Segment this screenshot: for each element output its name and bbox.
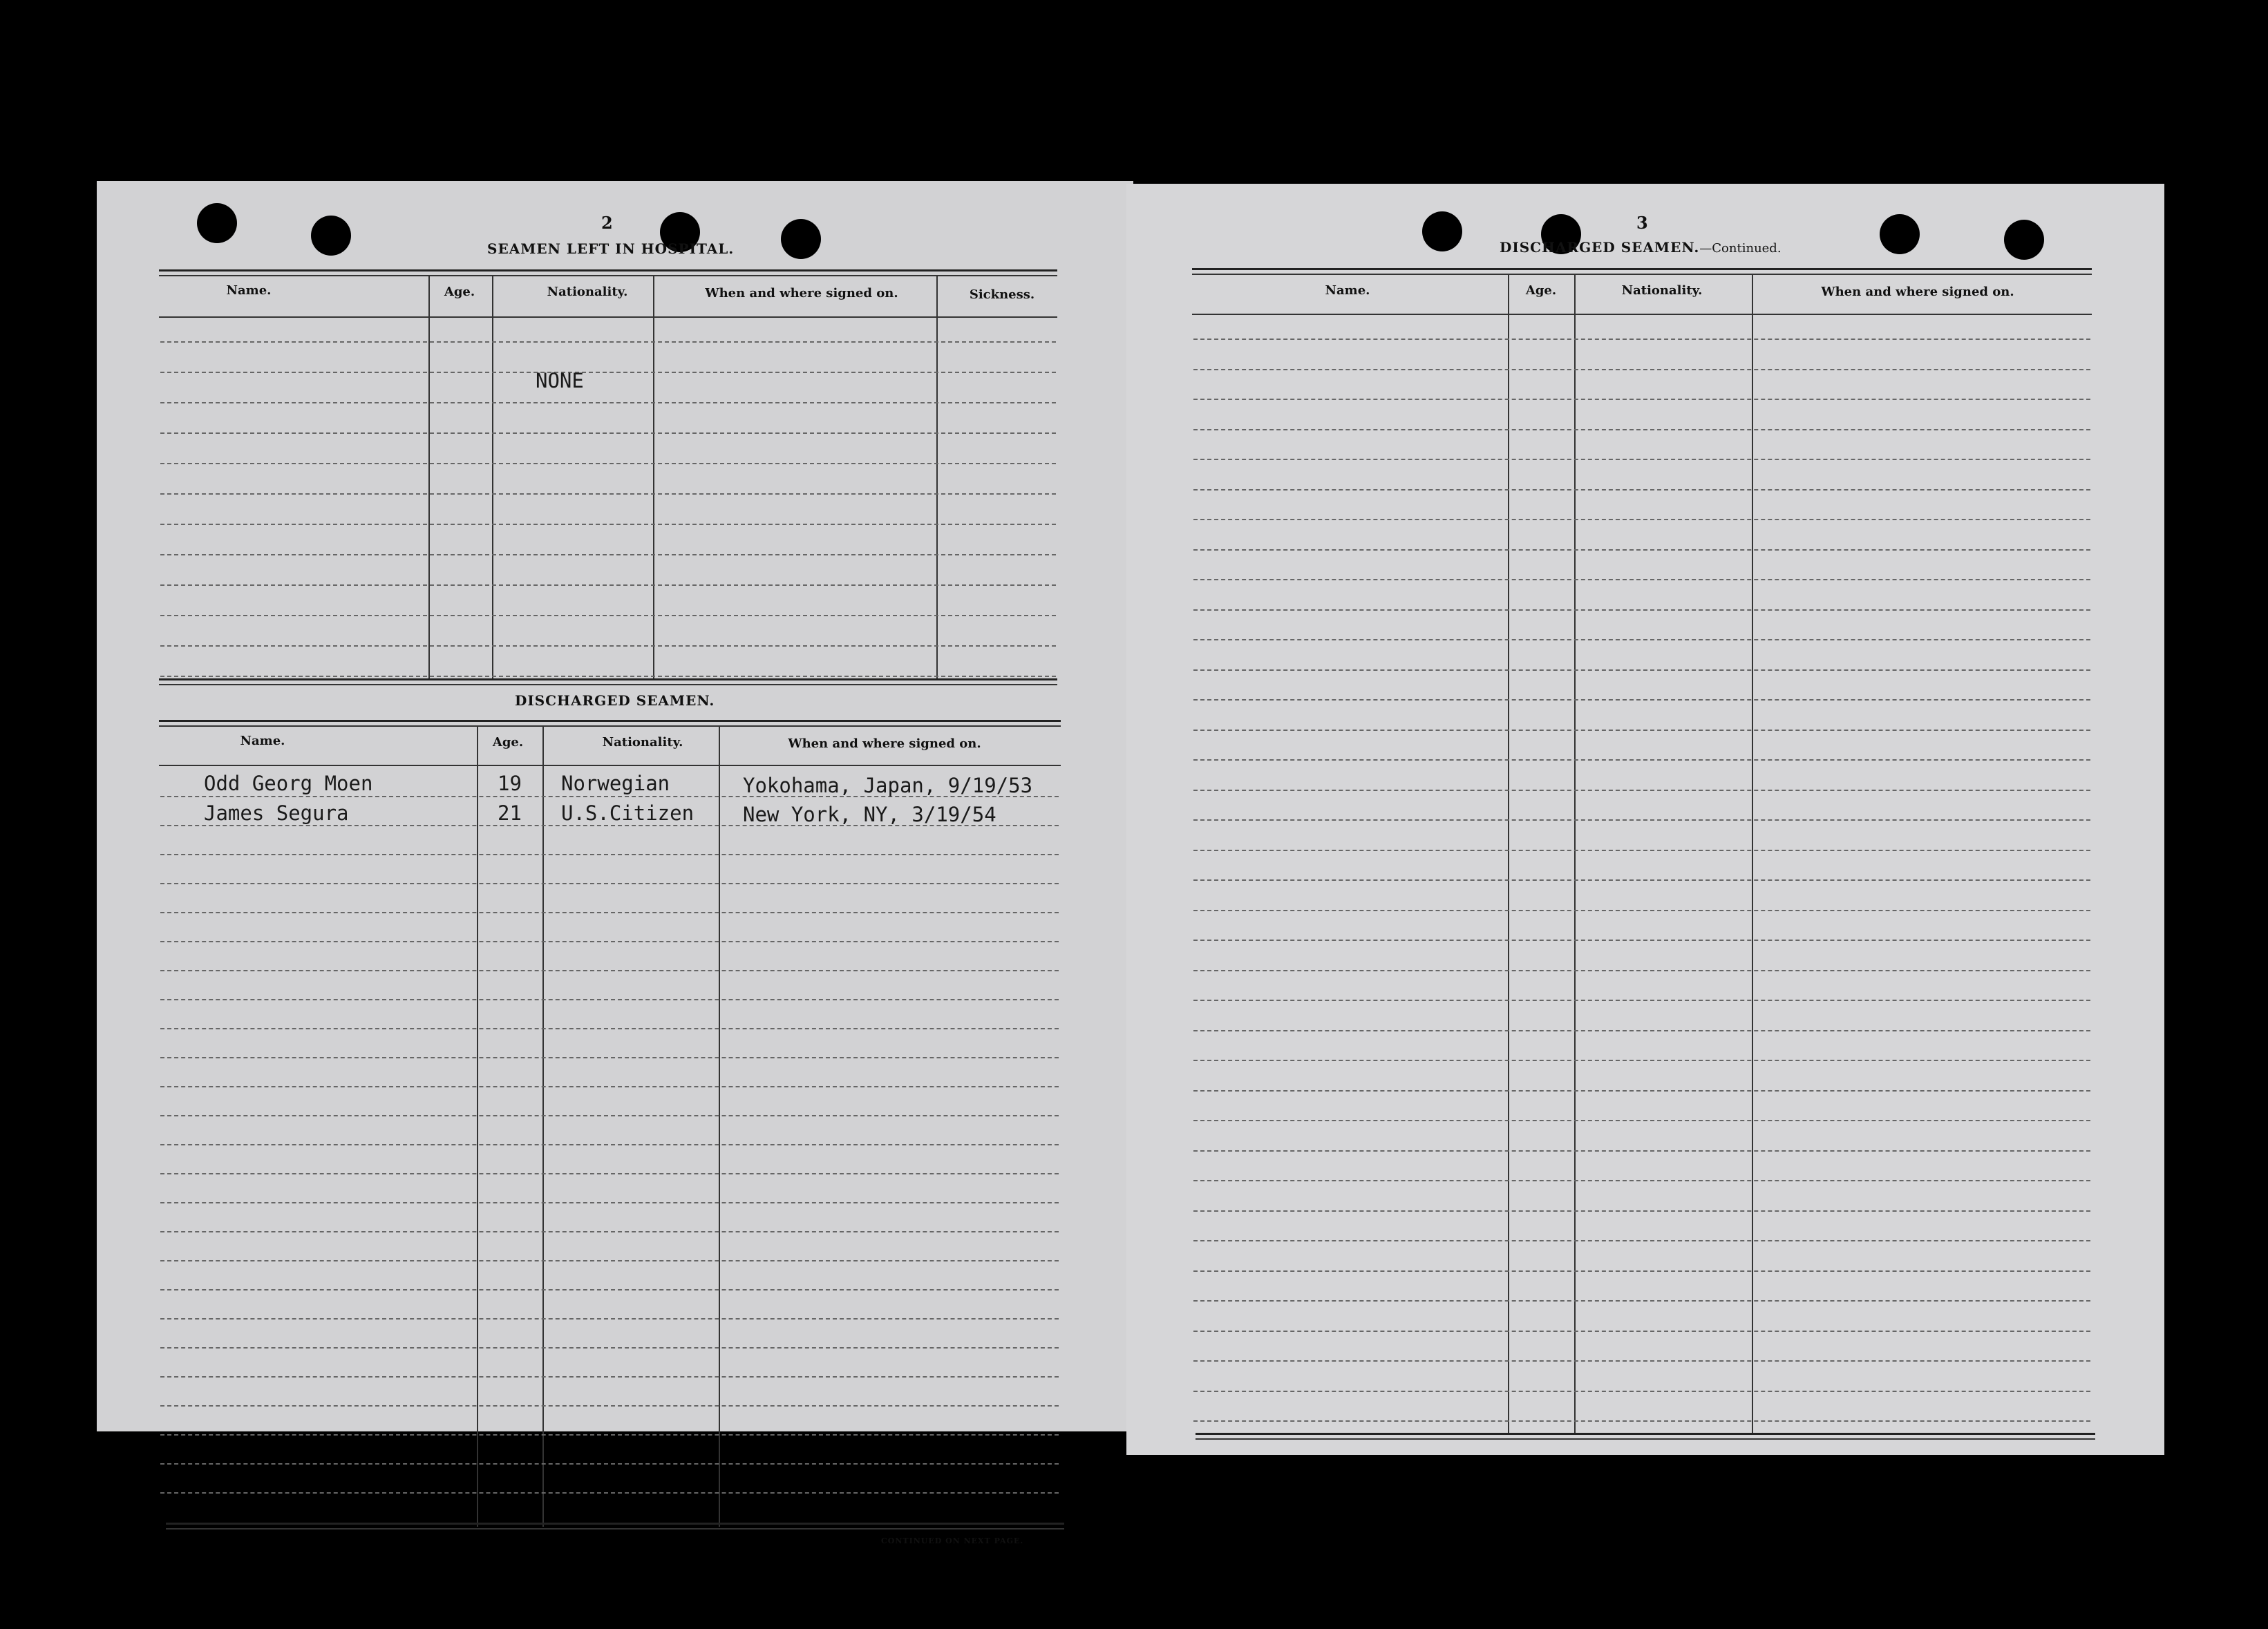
seaman-name: Odd Georg Moen [204, 772, 373, 795]
col-signed-on: When and where signed on. [788, 736, 981, 751]
ruled-line [160, 493, 1056, 495]
ruled-line [1193, 1030, 2090, 1031]
ruled-line [160, 584, 1056, 586]
ruled-line [1193, 1331, 2090, 1332]
seaman-nationality: Norwegian [561, 772, 670, 795]
ruled-line [1193, 940, 2090, 941]
col-age: Age. [444, 285, 475, 299]
ruled-line [160, 1405, 1059, 1407]
ruled-line [1193, 850, 2090, 851]
seaman-signed-on: New York, NY, 3/19/54 [743, 803, 996, 826]
ruled-line [160, 1144, 1059, 1145]
ruled-line [1193, 879, 2090, 881]
ruled-line [160, 1289, 1059, 1290]
ruled-line [160, 524, 1056, 525]
col-name: Name. [226, 283, 272, 298]
ruled-line [1193, 669, 2090, 671]
right-page [1126, 184, 2164, 1455]
ruled-line [1193, 790, 2090, 791]
ruled-line [1193, 699, 2090, 701]
punch-hole [781, 219, 821, 259]
ruled-line [160, 1260, 1059, 1261]
col-name: Name. [240, 734, 285, 748]
ruled-line [160, 1347, 1059, 1349]
ruled-line [1193, 1270, 2090, 1272]
ruled-line [1193, 1300, 2090, 1302]
punch-hole [197, 203, 237, 243]
ruled-line [160, 1376, 1059, 1378]
ruled-line [160, 854, 1059, 855]
ruled-line [1193, 519, 2090, 520]
discharged-heading: DISCHARGED SEAMEN. [515, 692, 715, 709]
hospital-heading: SEAMEN LEFT IN HOSPITAL. [487, 240, 735, 257]
ruled-line [1193, 369, 2090, 370]
ruled-line [1193, 459, 2090, 460]
ruled-line [1193, 819, 2090, 821]
seaman-signed-on: Yokohama, Japan, 9/19/53 [743, 774, 1033, 797]
seaman-age: 21 [498, 801, 522, 825]
ruled-line [1193, 339, 2090, 340]
ruled-line [1193, 759, 2090, 761]
ruled-line [160, 432, 1056, 434]
ruled-line [160, 1028, 1059, 1029]
ruled-line [160, 912, 1059, 913]
col-signed-on: When and where signed on. [1821, 285, 2014, 299]
ruled-line [160, 1463, 1059, 1465]
ruled-line [160, 676, 1056, 677]
ruled-line [160, 1057, 1059, 1058]
ruled-line [160, 1492, 1059, 1494]
ruled-line [1193, 730, 2090, 731]
ruled-line [160, 341, 1056, 343]
seaman-nationality: U.S.Citizen [561, 801, 694, 825]
hospital-entry: NONE [536, 369, 584, 392]
ruled-line [1193, 970, 2090, 971]
page-number: 2 [601, 213, 613, 233]
col-age: Age. [492, 735, 524, 750]
left-page [97, 181, 1133, 1545]
ruled-line [1193, 489, 2090, 490]
page-number: 3 [1636, 213, 1648, 233]
ruled-line [160, 1173, 1059, 1174]
ruled-line [1193, 1210, 2090, 1212]
ruled-line [160, 1231, 1059, 1232]
ruled-line [1193, 1360, 2090, 1362]
ruled-line [160, 615, 1056, 616]
col-age: Age. [1525, 283, 1557, 298]
ruled-line [160, 883, 1059, 884]
punch-hole [2004, 220, 2044, 260]
ruled-line [1193, 1000, 2090, 1001]
ruled-line [1193, 910, 2090, 911]
ruled-line [160, 645, 1056, 647]
ruled-line [1193, 639, 2090, 640]
col-nationality: Nationality. [602, 735, 683, 750]
ruled-line [1193, 399, 2090, 400]
ruled-line [160, 1202, 1059, 1203]
ruled-line [160, 941, 1059, 942]
punch-hole [1880, 214, 1920, 254]
continued-note: CONTINUED ON NEXT PAGE. [881, 1536, 1024, 1545]
ruled-line [1193, 1120, 2090, 1121]
col-nationality: Nationality. [547, 285, 628, 299]
ruled-line [160, 402, 1056, 403]
seaman-age: 19 [498, 772, 522, 795]
punch-hole [1422, 211, 1462, 251]
seaman-name: James Segura [204, 801, 349, 825]
ruled-line [1193, 1420, 2090, 1422]
ruled-line [1193, 429, 2090, 430]
ruled-line [1193, 1150, 2090, 1152]
punch-hole [311, 216, 351, 256]
ruled-line [1193, 1090, 2090, 1092]
ruled-line [1193, 1240, 2090, 1241]
ruled-line [1193, 579, 2090, 580]
ruled-line [1193, 609, 2090, 611]
ruled-line [160, 463, 1056, 464]
ruled-line [1193, 549, 2090, 551]
ruled-line [160, 1318, 1059, 1320]
ruled-line [160, 1086, 1059, 1087]
ruled-line [160, 554, 1056, 555]
discharged-continued-heading: DISCHARGED SEAMEN.—Continued. [1500, 239, 1782, 256]
col-nationality: Nationality. [1621, 283, 1703, 298]
col-name: Name. [1325, 283, 1370, 298]
ruled-line [1193, 1391, 2090, 1392]
ruled-line [160, 372, 1056, 373]
col-sickness: Sickness. [969, 287, 1035, 302]
ruled-line [160, 999, 1059, 1000]
ruled-line [1193, 1180, 2090, 1181]
ruled-line [1193, 1060, 2090, 1061]
col-signed-on: When and where signed on. [705, 286, 898, 301]
ruled-line [160, 1115, 1059, 1116]
ruled-line [160, 970, 1059, 971]
ruled-line [160, 1434, 1059, 1436]
